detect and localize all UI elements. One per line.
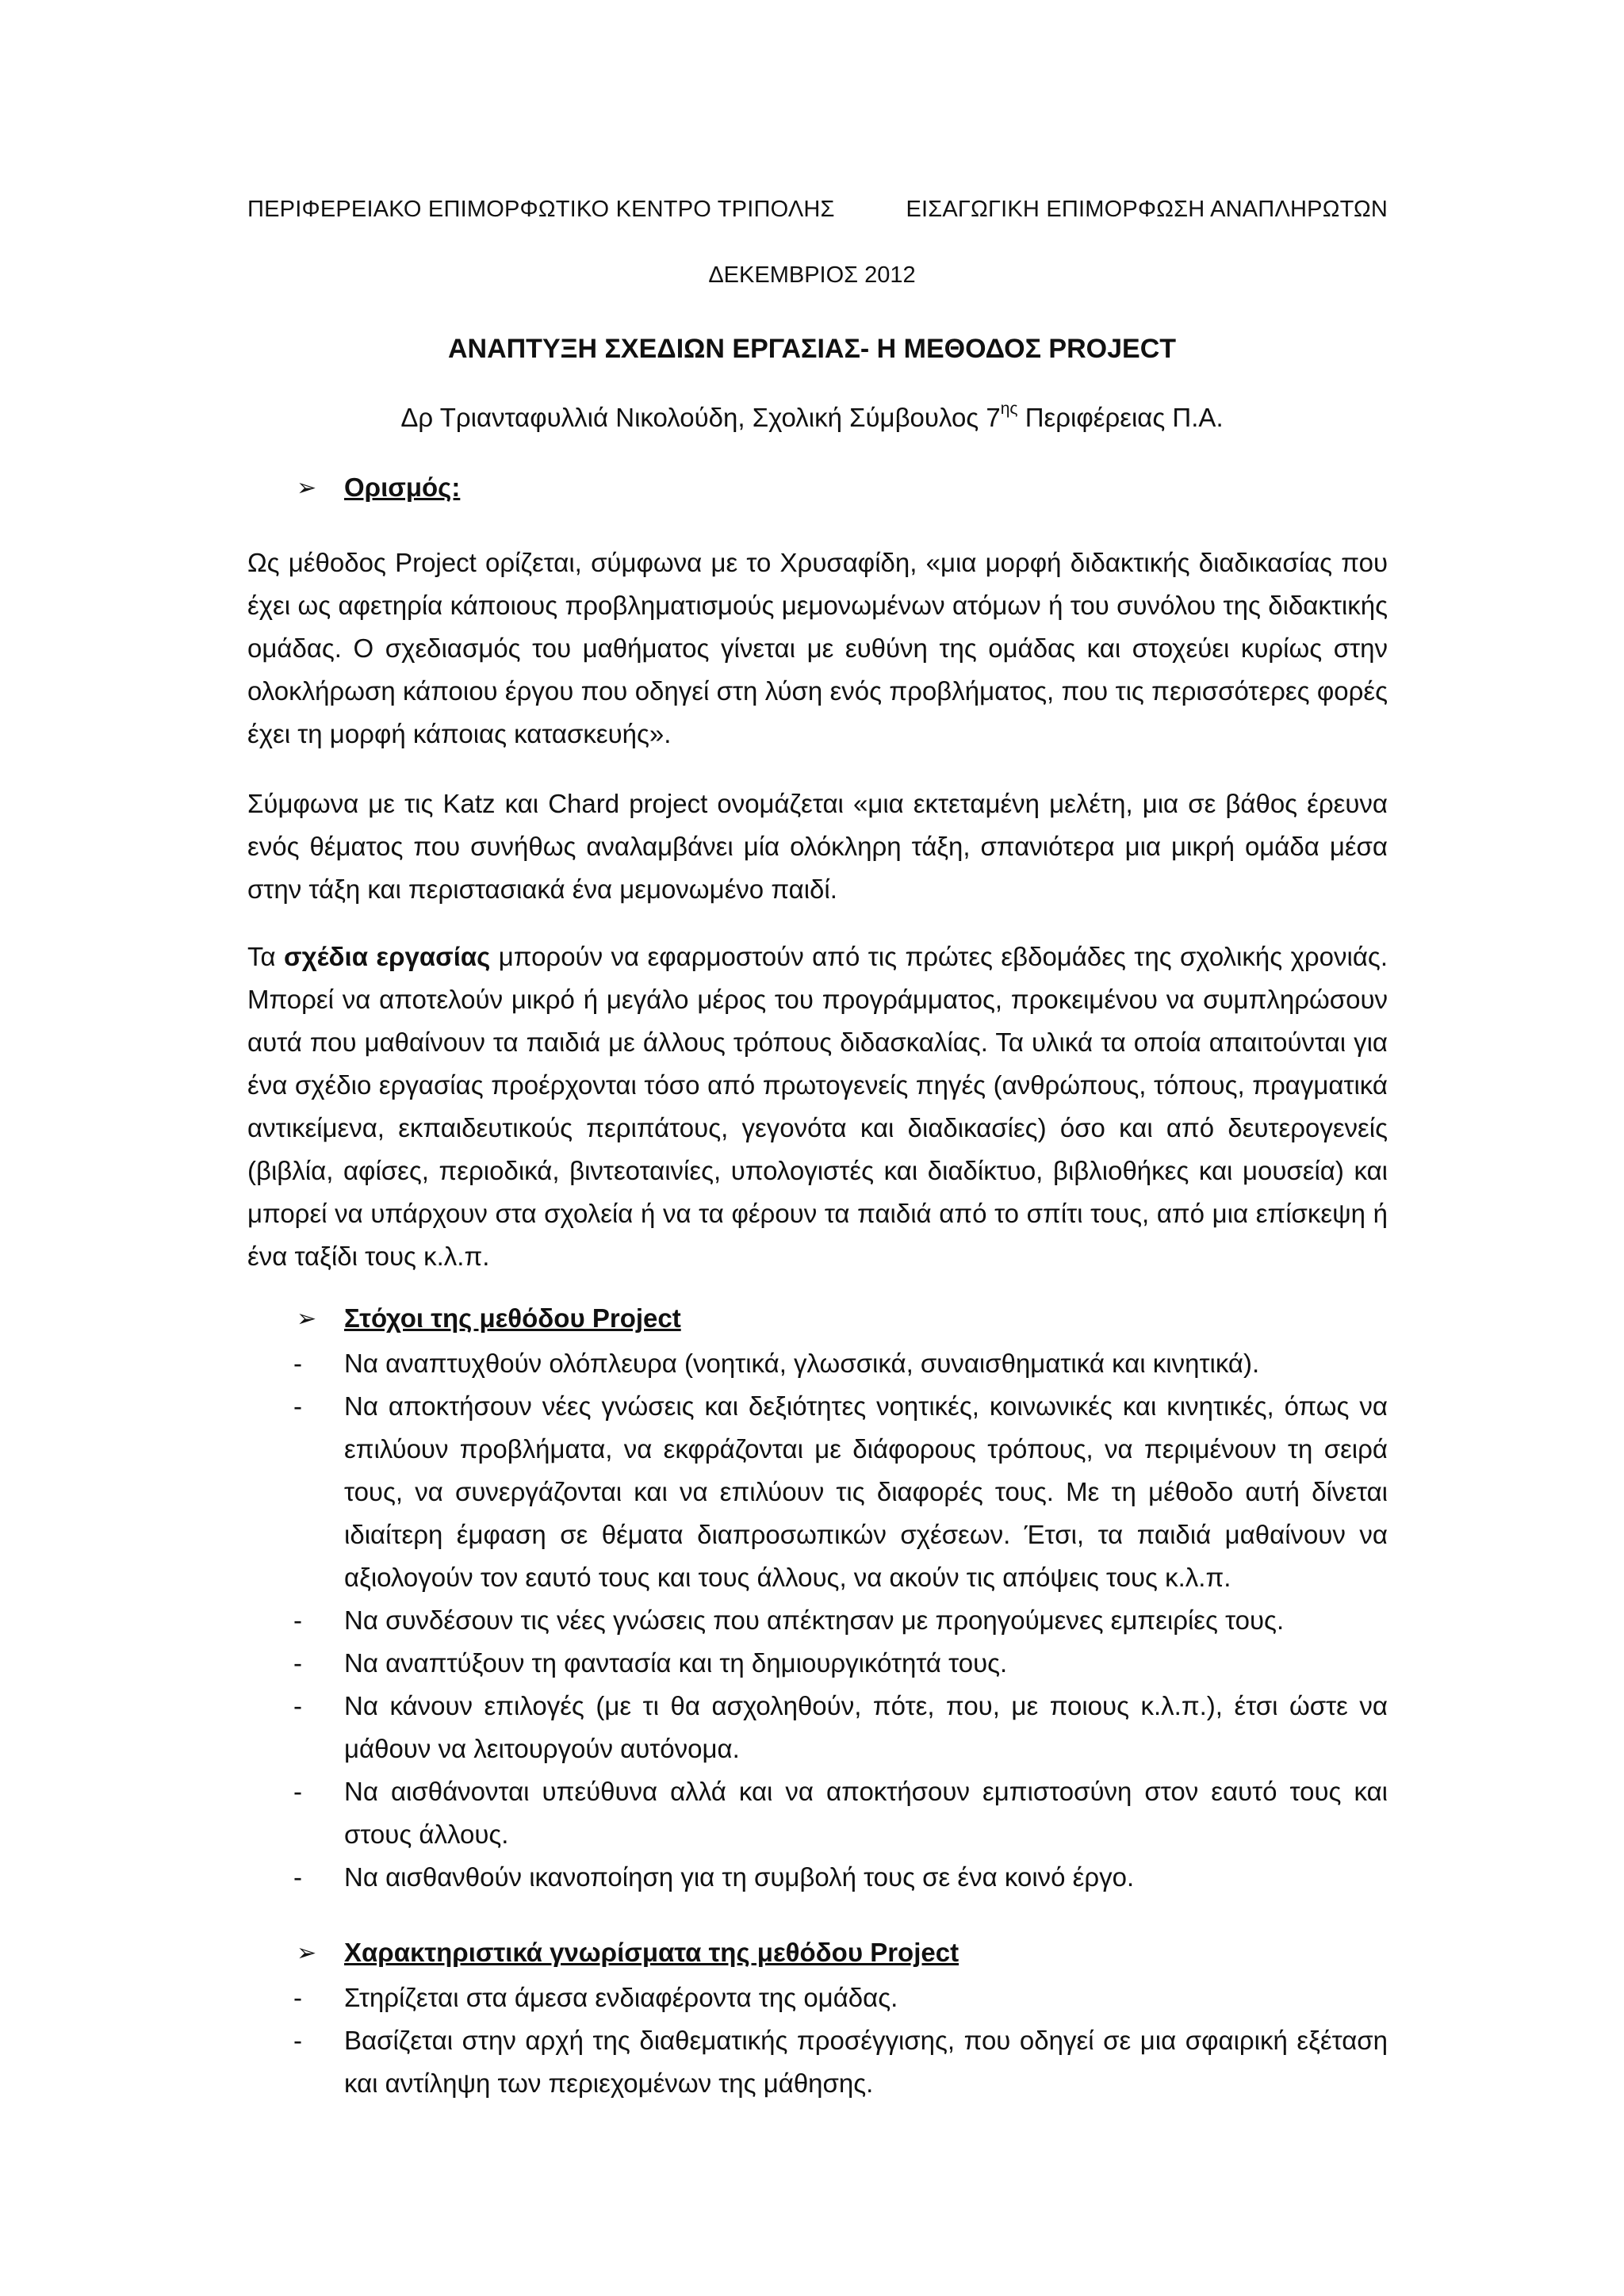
section-heading-features (297, 1938, 959, 1968)
list-item: - Στηρίζεται στα άμεσα ενδιαφέροντα της ομάδας. (247, 1976, 1388, 2019)
author-line (0, 400, 1624, 433)
dash-bullet-icon: - (293, 1983, 302, 2012)
arrow-bullet-icon: ➢ (297, 474, 317, 501)
list-item: - Να αναπτυχθούν ολόπλευρα (νοητικά, γλωσσικά, συναισθηματικά και κινητικά). (247, 1342, 1388, 1385)
dash-bullet-icon: - (293, 1862, 302, 1892)
dash-bullet-icon: - (293, 2026, 302, 2055)
header-program: ΕΙΣΑΓΩΓΙΚΗ ΕΠΙΜΟΡΦΩΣΗ ΑΝΑΠΛΗΡΩΤΩΝ (906, 197, 1388, 222)
dash-bullet-icon: - (293, 1648, 302, 1678)
list-item: - Να συνδέσουν τις νέες γνώσεις που απέκτησαν με προηγούμενες εμπειρίες τους. (247, 1599, 1388, 1642)
paragraph-prefix: Τα (247, 942, 285, 971)
author-superscript: ης (1000, 400, 1018, 418)
arrow-bullet-icon: ➢ (297, 1939, 317, 1966)
paragraph-definition-3 (247, 936, 1388, 1278)
section-heading-definition (297, 473, 460, 503)
document-title: ΑΝΑΠΤΥΞΗ ΣΧΕΔΙΩΝ ΕΡΓΑΣΙΑΣ- Η ΜΕΘΟΔΟΣ PROJECT (447, 334, 1177, 364)
paragraph-body: μπορούν να εφαρμοστούν από τις πρώτες εβδομάδες της σχολικής χρονιάς. Μπορεί να αποτελούν μικρό ή μεγάλο μέρος του προγράμματος, προκειμένου να συμπληρώσουν αυτά που μαθαίνουν τα παιδιά με άλλους τρόπους διδασκαλίας. Τα υλικά τα οποία απαιτούνται για ένα σχέδιο εργασίας προέρχονται τόσο από πρωτογενείς πηγές (ανθρώπους, τόπους, πραγματικά αντικείμενα, εκπαιδευτικούς περιπάτους, γεγονότα και διαδικασίες) όσο και από δευτερογενείς (βιβλία, αφίσες, περιοδικά, βιντεοταινίες, υπολογιστές και διαδίκτυο, βιβλιοθήκες και μουσεία) και μπορεί να υπάρχουν στα σχολεία ή να τα φέρουν τα παιδιά από το σπίτι τους, από μια επίσκεψη ή ένα ταξίδι τους κ.λ.π. (247, 942, 1388, 1271)
section-title: Στόχοι της μεθόδου Project (344, 1303, 681, 1333)
author-suffix: Περιφέρειας Π.Α. (1017, 403, 1224, 432)
paragraph-definition-1: Ως μέθοδος Project ορίζεται, σύμφωνα με το Χρυσαφίδη, «μια μορφή διδακτικής διαδικασίας που έχει ως αφετηρία κάποιους προβληματισμούς μεμονωμένων ατόμων ή του συνόλου της διδακτικής ομάδας. Ο σχεδιασμός του μαθήματος γίνεται με ευθύνη της ομάδας και στοχεύει κυρίως στην ολοκλήρωση κάποιου έργου που οδηγεί στη λύση ενός προβλήματος, που τις περισσότερες φορές έχει τη μορφή κάποιας κατασκευής». (247, 548, 1388, 748)
list-item: - Να αποκτήσουν νέες γνώσεις και δεξιότητες νοητικές, κοινωνικές και κινητικές, όπως να επιλύουν προβλήματα, να εκφράζονται με διάφορους τρόπους, να περιμένουν τη σειρά τους, να συνεργάζονται και να επιλύουν τις διαφορές τους. Με τη μέθοδο αυτή δίνεται ιδιαίτερη έμφαση σε θέματα διαπροσωπικών σχέσεων. Έτσι, τα παιδιά μαθαίνουν να αξιολογούν τον εαυτό τους και τους άλλους, να ακούν τις απόψεις τους κ.λ.π. (247, 1385, 1388, 1599)
goals-list (247, 1342, 1388, 1899)
dash-bullet-icon: - (293, 1691, 302, 1720)
section-title: Χαρακτηριστικά γνωρίσματα της μεθόδου Project (344, 1938, 959, 1967)
emphasis-term: σχέδια εργασίας (284, 942, 491, 971)
list-item: - Βασίζεται στην αρχή της διαθεματικής προσέγγισης, που οδηγεί σε μια σφαιρική εξέταση και αντίληψη των περιεχομένων της μάθησης. (247, 2019, 1388, 2105)
list-item: - Να αισθανθούν ικανοποίηση για τη συμβολή τους σε ένα κοινό έργο. (247, 1856, 1388, 1899)
header-institution: ΠΕΡΙΦΕΡΕΙΑΚΟ ΕΠΙΜΟΡΦΩΤΙΚΟ ΚΕΝΤΡΟ ΤΡΙΠΟΛΗΣ (247, 197, 835, 222)
author-name: Δρ Τριανταφυλλιά Νικολούδη, Σχολική Σύμβουλος 7 (400, 403, 1001, 432)
section-title: Ορισμός: (344, 473, 461, 502)
paragraph-definition-2: Σύμφωνα με τις Katz και Chard project ονομάζεται «μια εκτεταμένη μελέτη, μια σε βάθος έρευνα ενός θέματος που συνήθως αναλαμβάνει μία ολόκληρη τάξη, σπανιότερα μια μικρή ομάδα μέσα στην τάξη και περιστασιακά ένα μεμονωμένο παιδί. (247, 789, 1388, 904)
document-header (247, 197, 1388, 223)
dash-bullet-icon: - (293, 1391, 302, 1421)
dash-bullet-icon: - (293, 1605, 302, 1635)
header-date: ΔΕΚΕΜΒΡΙΟΣ 2012 (708, 262, 916, 288)
section-heading-goals (297, 1303, 681, 1334)
dash-bullet-icon: - (293, 1349, 302, 1378)
arrow-bullet-icon: ➢ (297, 1305, 317, 1332)
list-item: - Να αισθάνονται υπεύθυνα αλλά και να αποκτήσουν εμπιστοσύνη στον εαυτό τους και στους άλλους. (247, 1770, 1388, 1856)
dash-bullet-icon: - (293, 1777, 302, 1806)
list-item: - Να κάνουν επιλογές (με τι θα ασχοληθούν, πότε, που, με ποιους κ.λ.π.), έτσι ώστε να μάθουν να λειτουργούν αυτόνομα. (247, 1685, 1388, 1770)
list-item: - Να αναπτύξουν τη φαντασία και τη δημιουργικότητά τους. (247, 1642, 1388, 1685)
features-list (247, 1976, 1388, 2105)
